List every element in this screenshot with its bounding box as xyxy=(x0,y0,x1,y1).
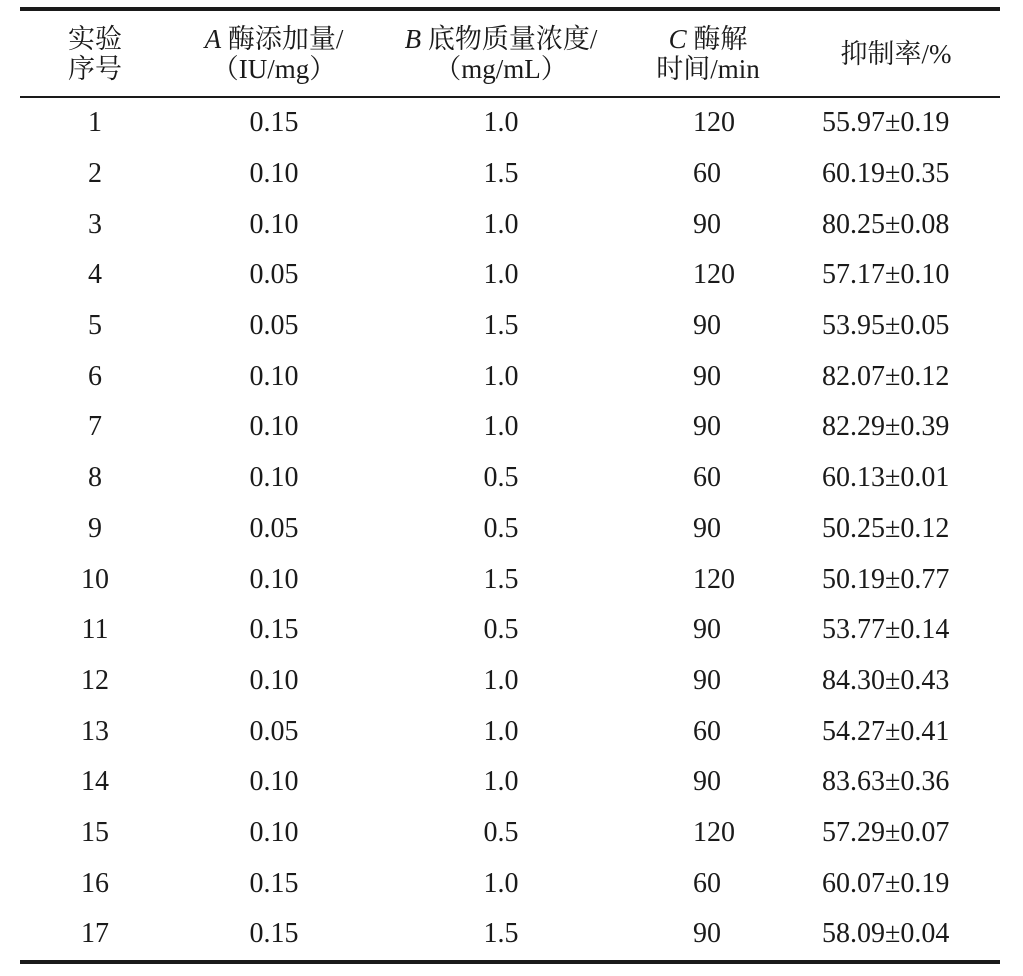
table-cell: 60 xyxy=(693,158,721,190)
table-cell: 0.5 xyxy=(483,512,519,544)
table-cell: 0.15 xyxy=(249,918,299,950)
table-cell: 90 xyxy=(693,310,721,342)
header-cell xyxy=(624,24,792,84)
table-cell: 60 xyxy=(693,867,721,899)
table-cell: 10 xyxy=(81,563,109,595)
table-cell: 60.07±0.19 xyxy=(822,867,950,899)
table-row xyxy=(20,351,1000,402)
table-cell: 1.0 xyxy=(483,411,519,443)
table-row xyxy=(20,656,1000,707)
table-cell: 0.10 xyxy=(249,208,299,240)
table-cell: 0.05 xyxy=(249,310,299,342)
table-cell: 1.0 xyxy=(483,360,519,392)
table-cell: 58.09±0.04 xyxy=(822,918,950,950)
table-cell: 90 xyxy=(693,512,721,544)
table-cell: 53.77±0.14 xyxy=(822,614,950,646)
header-text: 时间/min xyxy=(656,53,760,84)
table-cell: 0.5 xyxy=(483,462,519,494)
table-cell: 53.95±0.05 xyxy=(822,310,950,342)
table-cell: 0.15 xyxy=(249,107,299,139)
table-cell: 50.19±0.77 xyxy=(822,563,950,595)
table-cell: 120 xyxy=(693,259,735,291)
table-cell: 80.25±0.08 xyxy=(822,208,950,240)
table-cell: 4 xyxy=(88,259,102,291)
table-cell: 120 xyxy=(693,107,735,139)
header-line xyxy=(170,54,378,84)
table-cell: 9 xyxy=(88,512,102,544)
table-row xyxy=(20,808,1000,859)
table-cell: 1.5 xyxy=(483,158,519,190)
table-body xyxy=(20,98,1000,960)
table-cell: 0.10 xyxy=(249,462,299,494)
table-cell: 5 xyxy=(88,310,102,342)
table-cell: 14 xyxy=(81,766,109,798)
table-cell: 90 xyxy=(693,208,721,240)
table-cell: 90 xyxy=(693,360,721,392)
header-cell xyxy=(378,24,624,84)
table-row xyxy=(20,504,1000,555)
experiment-table xyxy=(20,7,1000,964)
table-cell: 0.10 xyxy=(249,816,299,848)
table-cell: 12 xyxy=(81,664,109,696)
header-text: （IU/mg） xyxy=(211,53,337,84)
header-text: 实验 xyxy=(68,23,122,54)
header-text: 酶解 xyxy=(686,23,748,54)
table-row xyxy=(20,149,1000,200)
header-text: 底物质量浓度/ xyxy=(421,23,598,54)
table-cell: 90 xyxy=(693,411,721,443)
table-cell: 90 xyxy=(693,614,721,646)
table-cell: 1.5 xyxy=(483,918,519,950)
table-row xyxy=(20,453,1000,504)
table-cell: 55.97±0.19 xyxy=(822,107,950,139)
table-row xyxy=(20,402,1000,453)
table-cell: 57.29±0.07 xyxy=(822,816,950,848)
header-variable: B xyxy=(404,23,422,54)
table-row xyxy=(20,909,1000,960)
table-cell: 1.0 xyxy=(483,107,519,139)
table-cell: 1.0 xyxy=(483,715,519,747)
table-row xyxy=(20,757,1000,808)
header-text: 酶添加量/ xyxy=(221,23,344,54)
table-cell: 83.63±0.36 xyxy=(822,766,950,798)
table-cell: 15 xyxy=(81,816,109,848)
table-row xyxy=(20,858,1000,909)
table-cell: 0.10 xyxy=(249,411,299,443)
header-line xyxy=(20,24,170,54)
table-cell: 0.10 xyxy=(249,360,299,392)
header-text: 抑制率/% xyxy=(840,38,952,69)
table-cell: 2 xyxy=(88,158,102,190)
header-text: （mg/mL） xyxy=(434,53,568,84)
table-cell: 0.10 xyxy=(249,158,299,190)
table-cell: 60.19±0.35 xyxy=(822,158,950,190)
table-cell: 82.07±0.12 xyxy=(822,360,950,392)
table-cell: 0.10 xyxy=(249,766,299,798)
table-cell: 0.05 xyxy=(249,259,299,291)
header-cell xyxy=(792,39,1000,69)
table-cell: 82.29±0.39 xyxy=(822,411,950,443)
table-cell: 17 xyxy=(81,918,109,950)
table-cell: 1.0 xyxy=(483,867,519,899)
table-row xyxy=(20,250,1000,301)
header-line xyxy=(792,39,1000,69)
table-cell: 0.05 xyxy=(249,715,299,747)
table-cell: 120 xyxy=(693,816,735,848)
table-cell: 1.5 xyxy=(483,563,519,595)
table-row xyxy=(20,554,1000,605)
table-cell: 8 xyxy=(88,462,102,494)
table-cell: 13 xyxy=(81,715,109,747)
table-cell: 1.0 xyxy=(483,766,519,798)
table-cell: 0.10 xyxy=(249,664,299,696)
table-header-row xyxy=(20,11,1000,96)
table-cell: 60 xyxy=(693,715,721,747)
table-cell: 60.13±0.01 xyxy=(822,462,950,494)
header-line xyxy=(624,24,792,54)
header-text: 序号 xyxy=(68,53,122,84)
header-variable: A xyxy=(204,23,222,54)
table-cell: 0.5 xyxy=(483,614,519,646)
table-cell: 0.15 xyxy=(249,614,299,646)
table-cell: 90 xyxy=(693,766,721,798)
header-line xyxy=(624,54,792,84)
table-cell: 84.30±0.43 xyxy=(822,664,950,696)
table-cell: 3 xyxy=(88,208,102,240)
table-cell: 60 xyxy=(693,462,721,494)
table-cell: 6 xyxy=(88,360,102,392)
table-cell: 0.15 xyxy=(249,867,299,899)
header-line xyxy=(378,24,624,54)
table-cell: 0.10 xyxy=(249,563,299,595)
table-cell: 1.0 xyxy=(483,664,519,696)
header-line xyxy=(170,24,378,54)
table-cell: 90 xyxy=(693,918,721,950)
table-row xyxy=(20,605,1000,656)
table-cell: 16 xyxy=(81,867,109,899)
table-cell: 11 xyxy=(81,614,109,646)
table-cell: 1 xyxy=(88,107,102,139)
table-row xyxy=(20,706,1000,757)
table-cell: 0.05 xyxy=(249,512,299,544)
table-cell: 1.5 xyxy=(483,310,519,342)
header-line xyxy=(378,54,624,84)
table-cell: 120 xyxy=(693,563,735,595)
header-variable: C xyxy=(668,23,687,54)
table-bottom-rule xyxy=(20,960,1000,964)
table-cell: 7 xyxy=(88,411,102,443)
table-cell: 1.0 xyxy=(483,208,519,240)
table-row xyxy=(20,301,1000,352)
table-row xyxy=(20,199,1000,250)
table-cell: 1.0 xyxy=(483,259,519,291)
header-cell xyxy=(20,24,170,84)
header-cell xyxy=(170,24,378,84)
table-cell: 54.27±0.41 xyxy=(822,715,950,747)
table-cell: 57.17±0.10 xyxy=(822,259,950,291)
table-cell: 0.5 xyxy=(483,816,519,848)
table-row xyxy=(20,98,1000,149)
header-line xyxy=(20,54,170,84)
table-cell: 90 xyxy=(693,664,721,696)
table-cell: 50.25±0.12 xyxy=(822,512,950,544)
